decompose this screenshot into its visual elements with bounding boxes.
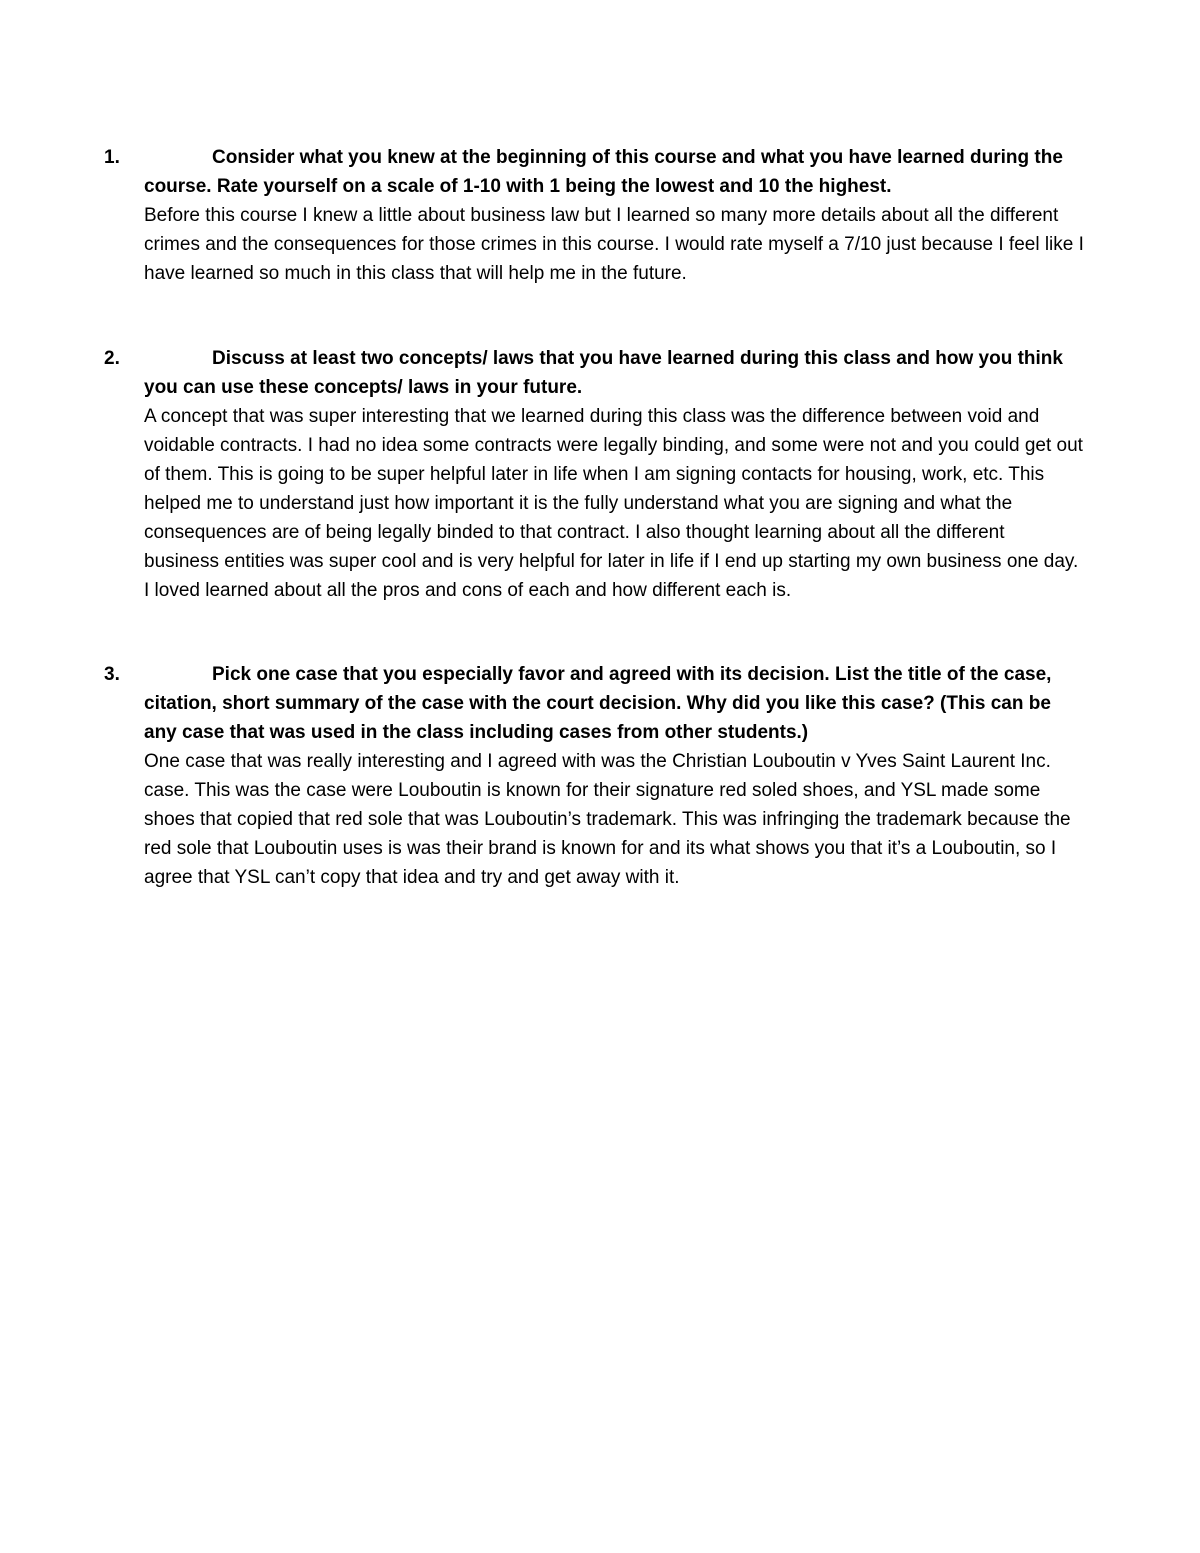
question-row	[104, 143, 1084, 201]
question-text: Consider what you knew at the beginning of this course and what you have learned during the course. Rate yourself on a scale of 1-10 with 1 being the lowest and 10 the highest.	[144, 147, 1063, 197]
answer-text: One case that was really interesting and I agreed with was the Christian Louboutin v Yves Saint Laurent Inc. case. This was the case were Louboutin is known for their signature red soled shoes, and YSL made some shoes that copied that red sole that was Louboutin’s trademark. This was infringing the trademark because the red sole that Louboutin uses is was their brand is known for and its what shows you that it’s a Louboutin, so I agree that YSL can’t copy that idea and try and get away with it.	[144, 751, 1071, 888]
question-item-1	[104, 143, 1084, 288]
question-number: 2.	[104, 348, 120, 369]
question-item-3	[104, 660, 1084, 892]
question-row	[104, 660, 1084, 747]
question-row	[104, 344, 1084, 402]
question-number: 1.	[104, 147, 120, 168]
question-text: Discuss at least two concepts/ laws that you have learned during this class and how you think you can use these concepts/ laws in your future.	[144, 348, 1063, 398]
answer-text: A concept that was super interesting that we learned during this class was the difference between void and voidable contracts. I had no idea some contracts were legally binding, and some were not and you could get out of them. This is going to be super helpful later in life when I am signing contacts for housing, work, etc. This helped me to understand just how important it is the fully understand what you are signing and what the consequences are of being legally binded to that contract. I also thought learning about all the different business entities was super cool and is very helpful for later in life if I end up starting my own business one day. I loved learned about all the pros and cons of each and how different each is.	[144, 406, 1083, 601]
question-number: 3.	[104, 664, 120, 685]
answer-text: Before this course I knew a little about business law but I learned so many more details about all the different crimes and the consequences for those crimes in this course. I would rate myself a 7/10 just because I feel like I have learned so much in this class that will help me in the future.	[144, 205, 1084, 284]
question-item-2	[104, 344, 1084, 605]
question-text: Pick one case that you especially favor and agreed with its decision. List the title of the case, citation, short summary of the case with the court decision. Why did you like this case? (This can be any case that was used in the class including cases from other students.)	[144, 664, 1052, 743]
